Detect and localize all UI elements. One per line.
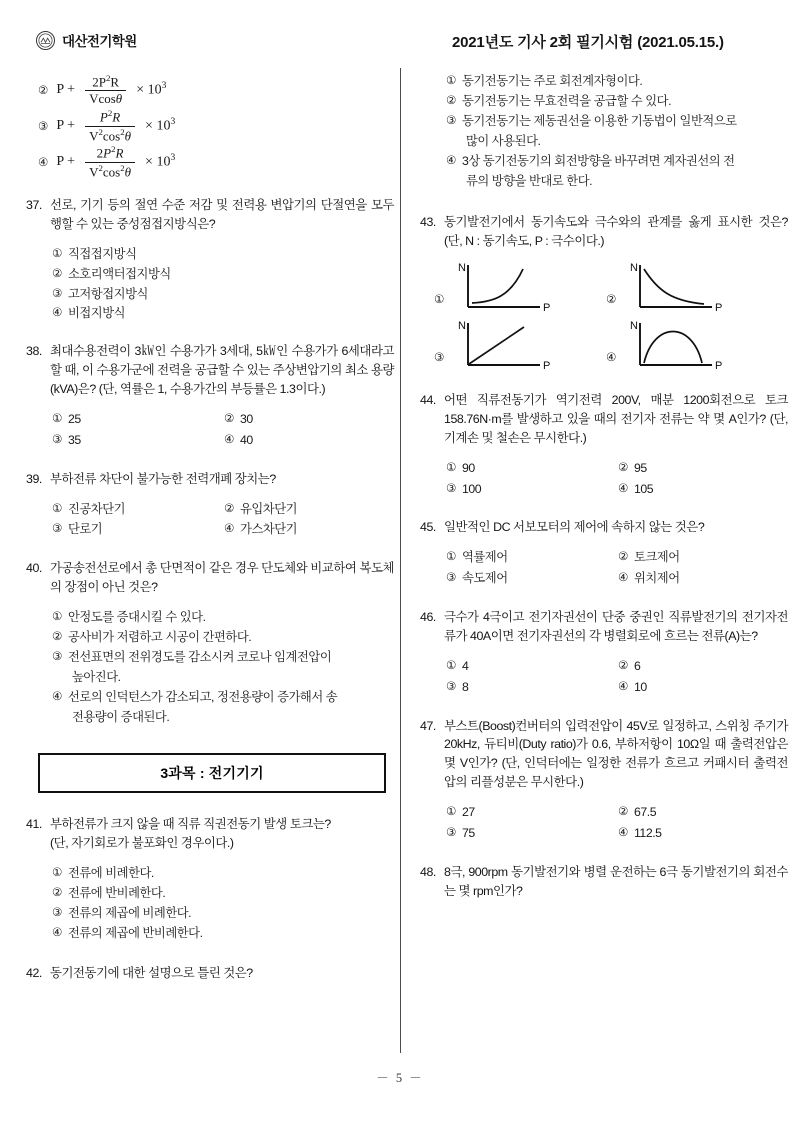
choice-list [26, 864, 394, 944]
choice-number: ② [446, 93, 456, 107]
question-48 [420, 863, 788, 901]
question-text: 부하전류 차단이 불가능한 전력개폐 장치는? [50, 471, 276, 486]
choice-option[interactable] [52, 688, 394, 728]
choice-option[interactable] [446, 112, 788, 152]
carryover-formula-choices [26, 72, 394, 180]
choice-text: 역률제어 [461, 550, 508, 565]
choice-text: 95 [633, 460, 647, 475]
question-text: 가공송전선로에서 총 단면적이 같은 경우 단도체와 비교하여 복도체의 장점이 아닌 것은? [50, 561, 394, 595]
choice-option[interactable] [52, 884, 394, 904]
question-number: 40. [26, 561, 42, 576]
choice-text: 전류에 반비례한다. [67, 886, 166, 901]
question-text: 8극, 900rpm 동기발전기와 병렬 운전하는 6극 동기발전기의 회전수는 몇 rpm인가? [444, 864, 788, 898]
exam-title: 2021년도 기사 2회 필기시험 (2021.05.15.) [452, 34, 724, 51]
choice-option[interactable] [224, 431, 394, 451]
choice-option[interactable] [618, 569, 788, 589]
choice-text [68, 688, 394, 728]
choice-text: 전류의 제곱에 비례한다. [67, 905, 192, 920]
choice-number: ③ [52, 905, 62, 919]
choice-option[interactable] [52, 904, 394, 924]
fraction-denominator: $V^2\cos^2\theta$ [85, 126, 135, 144]
choice-number: ④ [606, 351, 617, 365]
choice-number: ③ [52, 522, 62, 536]
choice-text: 10 [633, 679, 647, 694]
fraction-denominator: Vcosθ [85, 90, 126, 106]
formula-choice [38, 144, 394, 180]
question-stem [26, 470, 394, 489]
choice-number: ④ [52, 689, 62, 703]
choice-number: ③ [446, 481, 456, 495]
svg-text:N: N [458, 262, 467, 275]
graph-choice-option[interactable] [434, 319, 606, 377]
choice-option[interactable] [618, 803, 788, 823]
choice-text: 35 [67, 432, 81, 447]
choice-text: 40 [239, 432, 253, 447]
question-41 [26, 815, 394, 943]
choice-option[interactable] [52, 410, 224, 430]
question-number: 44. [420, 393, 436, 408]
choice-number: ④ [618, 679, 628, 693]
question-number: 48. [420, 864, 436, 879]
question-text: 극수가 4극이고 전기자권선이 단중 중권인 직류발전기의 전기자전류가 40A이면 전기자권선의 각 병렬회로에 흐르는 전류(A)는? [444, 610, 788, 643]
choice-text: 67.5 [633, 805, 657, 819]
question-text: 최대수용전력이 3㎾인 수용가가 3세대, 5㎾인 수용가가 6세대라고 할 때, 이 수용가군에 전력을 공급할 수 있는 주상변압기의 최소 용량(kVA)은? (단, 역률은 1, 수용가간의 부등률은 1.3이다.) [50, 344, 394, 396]
choice-option[interactable] [618, 824, 788, 844]
choice-option[interactable] [52, 520, 224, 540]
question-text [50, 815, 394, 853]
choice-number: ④ [224, 432, 234, 446]
svg-text:P: P [715, 302, 723, 315]
choice-text [68, 648, 394, 688]
choice-option[interactable] [618, 678, 788, 698]
choice-number: ② [52, 629, 62, 643]
choice-option[interactable] [52, 924, 394, 944]
question-stem [420, 213, 788, 251]
choice-line-1: 선로의 인덕턴스가 감소되고, 정전용량이 증가해서 송 [67, 689, 338, 704]
choice-text: 토크제어 [633, 550, 680, 565]
question-stem [26, 815, 394, 853]
column-divider [400, 68, 401, 1053]
choice-text: 직접접지방식 [67, 246, 137, 261]
choice-text: 공사비가 저렴하고 시공이 간편하다. [67, 629, 252, 644]
choice-list [420, 548, 788, 589]
graph-choice-option[interactable] [606, 261, 778, 319]
choice-list [420, 803, 788, 844]
choice-option[interactable] [446, 569, 618, 589]
choice-option[interactable] [52, 431, 224, 451]
choice-number: ① [446, 550, 456, 564]
choice-number: ② [618, 658, 628, 672]
formula-choice [38, 72, 394, 108]
choice-option[interactable] [52, 648, 394, 688]
choice-list [420, 459, 788, 500]
choice-number: ③ [52, 432, 62, 446]
choice-number: ① [52, 610, 62, 623]
question-number: 37. [26, 198, 42, 212]
choice-option[interactable] [618, 548, 788, 568]
formula-lead: P + [56, 154, 76, 169]
formula-lead: P + [56, 118, 76, 133]
choice-number: ② [618, 550, 628, 564]
fraction-denominator: $V^2\cos^2\theta$ [85, 162, 135, 180]
svg-text:P: P [543, 360, 551, 373]
formula-choice [38, 108, 394, 144]
academy-emblem-icon [36, 31, 55, 50]
choice-number: ① [446, 805, 456, 818]
choice-option[interactable] [52, 608, 394, 628]
question-text: 어떤 직류전동기가 역기전력 200V, 매분 1200회전으로 토크 158.76N·m를 발생하고 있을 때의 전기자 전류는 약 몇 A인가? (단, 기계손 및 철손은 무시한다.) [444, 393, 788, 445]
choice-option[interactable] [618, 657, 788, 677]
choice-number: ① [446, 74, 456, 87]
choice-line-2: 높아진다. [71, 669, 121, 684]
choice-number: ② [618, 460, 628, 474]
choice-line-2: 많이 사용된다. [465, 133, 541, 148]
fraction-numerator: $2P^2R$ [92, 72, 120, 89]
choice-line-1: 동기전동기는 제동권선을 이용한 기동법이 일반적으로 [461, 113, 737, 128]
choice-option[interactable] [52, 265, 394, 285]
choice-number: ② [224, 411, 234, 425]
fraction-numerator: $P^2R$ [99, 107, 121, 125]
subject-banner-label: 3과목 : 전기기기 [160, 765, 264, 782]
choice-number: ① [446, 658, 456, 672]
question-number: 41. [26, 817, 42, 832]
choice-line-2: 전용량이 증대된다. [71, 709, 170, 724]
choice-number: ② [38, 84, 49, 97]
choice-text [462, 152, 788, 192]
question-stem [420, 717, 788, 792]
choice-text: 27 [461, 805, 475, 819]
page-footer [0, 1068, 800, 1086]
svg-text:P: P [715, 360, 723, 373]
choice-option[interactable] [446, 657, 618, 677]
question-stem [26, 964, 394, 983]
choice-number: ③ [38, 120, 49, 133]
choice-list [26, 500, 394, 541]
choice-number: ④ [38, 156, 49, 169]
choice-option[interactable] [618, 459, 788, 479]
choice-number: ③ [446, 825, 456, 839]
formula-tail: × $10^3$ [145, 117, 176, 134]
choice-text: 전류에 비례한다. [67, 866, 154, 881]
choice-number: ② [606, 293, 617, 307]
question-number: 47. [420, 718, 436, 733]
question-stem [420, 518, 788, 537]
choice-text: 4 [461, 658, 469, 673]
choice-list [26, 608, 394, 727]
academy-brand [36, 30, 137, 50]
subject-banner [38, 753, 386, 793]
choice-number: ③ [446, 571, 456, 585]
question-44 [420, 391, 788, 499]
choice-number: ③ [52, 286, 62, 300]
question-text: 선로, 기기 등의 절연 수준 저감 및 전력용 변압기의 단절연을 모두 행할 수 있는 중성점접지방식은? [50, 198, 394, 231]
question-stem [420, 863, 788, 901]
choice-text: 소호리액터접지방식 [67, 266, 171, 281]
graph-exponential-rise-icon [448, 261, 558, 319]
question-42-choice-list [420, 72, 788, 191]
choice-text: 위치제어 [633, 571, 680, 586]
svg-text:N: N [458, 320, 467, 333]
question-text: 동기전동기에 대한 설명으로 틀린 것은? [50, 965, 253, 980]
question-text: 동기발전기에서 동기속도와 극수와의 관계를 옳게 표시한 것은? (단, N : 동기속도, P : 극수이다.) [444, 215, 788, 249]
choice-number: ① [52, 501, 62, 515]
choice-number: ① [52, 246, 62, 260]
choice-number: ③ [52, 649, 62, 663]
choice-number: ② [52, 886, 62, 900]
choice-text: 105 [633, 481, 654, 496]
page-header [0, 30, 800, 64]
choice-text: 속도제어 [461, 571, 508, 586]
question-37 [26, 196, 394, 324]
question-number: 39. [26, 471, 42, 486]
choice-number: ④ [446, 153, 456, 167]
choice-number: ① [52, 866, 62, 880]
question-stem [420, 391, 788, 448]
choice-text [462, 112, 788, 152]
choice-number: ④ [52, 306, 62, 320]
question-stem [26, 342, 394, 399]
question-40 [26, 559, 394, 727]
question-number: 38. [26, 344, 42, 359]
choice-option[interactable] [446, 803, 618, 823]
question-number: 45. [420, 520, 436, 535]
choice-text: 전류의 제곱에 반비례한다. [67, 925, 203, 940]
choice-number: ② [52, 266, 62, 280]
choice-option[interactable] [446, 152, 788, 192]
choice-number: ④ [618, 825, 628, 839]
fraction [85, 74, 126, 107]
choice-list [26, 410, 394, 451]
question-stem [26, 559, 394, 597]
formula-lead: P + [56, 82, 76, 97]
formula-tail: × $10^3$ [145, 153, 176, 170]
question-text: 부스트(Boost)컨버터의 입력전압이 45V로 일정하고, 스위칭 주기가 20kHz, 듀티비(Duty ratio)가 0.6, 부하저항이 10Ω일 때 출력전압은 몇 V인가? (단, 인덕터에는 일정한 전류가 흐르고 커패시터 출력전압의 리플성분은 무시한다.) [444, 718, 788, 790]
choice-text: 25 [67, 411, 81, 426]
question-text: 일반적인 DC 서보모터의 제어에 속하지 않는 것은? [444, 520, 705, 535]
choice-text: 90 [461, 460, 475, 475]
question-stem [420, 608, 788, 646]
choice-text: 단로기 [67, 522, 103, 537]
choice-number: ④ [618, 571, 628, 585]
choice-option[interactable] [618, 480, 788, 500]
choice-line-2: 류의 방향을 반대로 한다. [465, 173, 593, 188]
question-46 [420, 608, 788, 698]
choice-number: ② [224, 501, 234, 515]
question-stem [26, 196, 394, 234]
left-column [26, 72, 394, 996]
formula-tail: × $10^3$ [136, 81, 167, 98]
choice-option[interactable] [52, 245, 394, 265]
choice-text: 비접지방식 [67, 306, 126, 321]
choice-list [26, 245, 394, 325]
choice-option[interactable] [224, 520, 394, 540]
question-number: 43. [420, 215, 436, 230]
academy-name: 대산전기학원 [62, 34, 137, 49]
choice-number: ① [446, 460, 456, 474]
svg-text:P: P [543, 302, 551, 315]
choice-text: 유입차단기 [239, 501, 298, 516]
fraction [85, 145, 135, 179]
graph-hyperbolic-decay-icon [620, 261, 730, 319]
graph-choice-option[interactable] [606, 319, 778, 377]
choice-option[interactable] [52, 304, 394, 324]
choice-text: 30 [239, 411, 253, 426]
choice-option[interactable] [446, 480, 618, 500]
choice-text: 75 [461, 825, 475, 840]
choice-text: 8 [461, 679, 469, 694]
choice-option[interactable] [446, 92, 788, 112]
question-45 [420, 518, 788, 589]
choice-text: 진공차단기 [67, 501, 126, 516]
choice-line-1: 전선표면의 전위경도를 감소시켜 코로나 임계전압이 [67, 649, 332, 664]
choice-number: ① [52, 411, 62, 425]
choice-text: 고저항접지방식 [67, 286, 148, 301]
choice-number: ④ [52, 925, 62, 939]
choice-option[interactable] [52, 628, 394, 648]
question-number: 46. [420, 610, 436, 625]
right-column [420, 72, 788, 914]
choice-number: ③ [446, 679, 456, 693]
question-43 [420, 213, 788, 377]
choice-option[interactable] [224, 500, 394, 520]
choice-option[interactable] [224, 410, 394, 430]
choice-text: 6 [633, 658, 641, 673]
choice-number: ② [618, 805, 628, 818]
graph-linear-rise-icon [448, 319, 558, 377]
choice-line-1: 3상 동기전동기의 회전방향을 바꾸려면 계자권선의 전 [461, 153, 735, 168]
choice-text: 동기전동기는 무효전력을 공급할 수 있다. [461, 93, 672, 108]
graph-choice-option[interactable] [434, 261, 606, 319]
choice-text: 112.5 [633, 825, 662, 840]
choice-option[interactable] [446, 548, 618, 568]
question-47 [420, 717, 788, 844]
graph-choice-list [434, 261, 788, 377]
svg-text:N: N [630, 320, 639, 333]
choice-text: 동기전동기는 주로 회전계자형이다. [461, 74, 643, 88]
choice-list [420, 657, 788, 698]
fraction-numerator: $2P^2R$ [96, 143, 124, 161]
choice-option[interactable] [446, 459, 618, 479]
question-number: 42. [26, 965, 42, 980]
choice-option[interactable] [446, 824, 618, 844]
choice-text: 안정도를 증대시킬 수 있다. [67, 610, 206, 624]
choice-text: 100 [461, 481, 482, 496]
question-42 [26, 964, 394, 983]
question-main-text: 부하전류가 크지 않을 때 직류 직권전동기 발생 토크는? [50, 817, 331, 832]
choice-option[interactable] [52, 500, 224, 520]
choice-option[interactable] [52, 285, 394, 305]
fraction [85, 109, 135, 143]
choice-number: ① [434, 293, 445, 307]
choice-option[interactable] [446, 72, 788, 92]
page-number: － 5 － [376, 1071, 424, 1085]
svg-text:N: N [630, 262, 639, 275]
choice-option[interactable] [446, 678, 618, 698]
choice-number: ③ [446, 113, 456, 127]
choice-number: ④ [224, 522, 234, 536]
choice-number: ④ [618, 481, 628, 495]
choice-text: 가스차단기 [239, 522, 298, 537]
question-38 [26, 342, 394, 450]
choice-option[interactable] [52, 864, 394, 884]
question-39 [26, 470, 394, 541]
graph-parabola-peak-icon [620, 319, 730, 377]
question-condition-text: (단, 자기회로가 불포화인 경우이다.) [50, 836, 234, 851]
choice-number: ③ [434, 351, 445, 365]
